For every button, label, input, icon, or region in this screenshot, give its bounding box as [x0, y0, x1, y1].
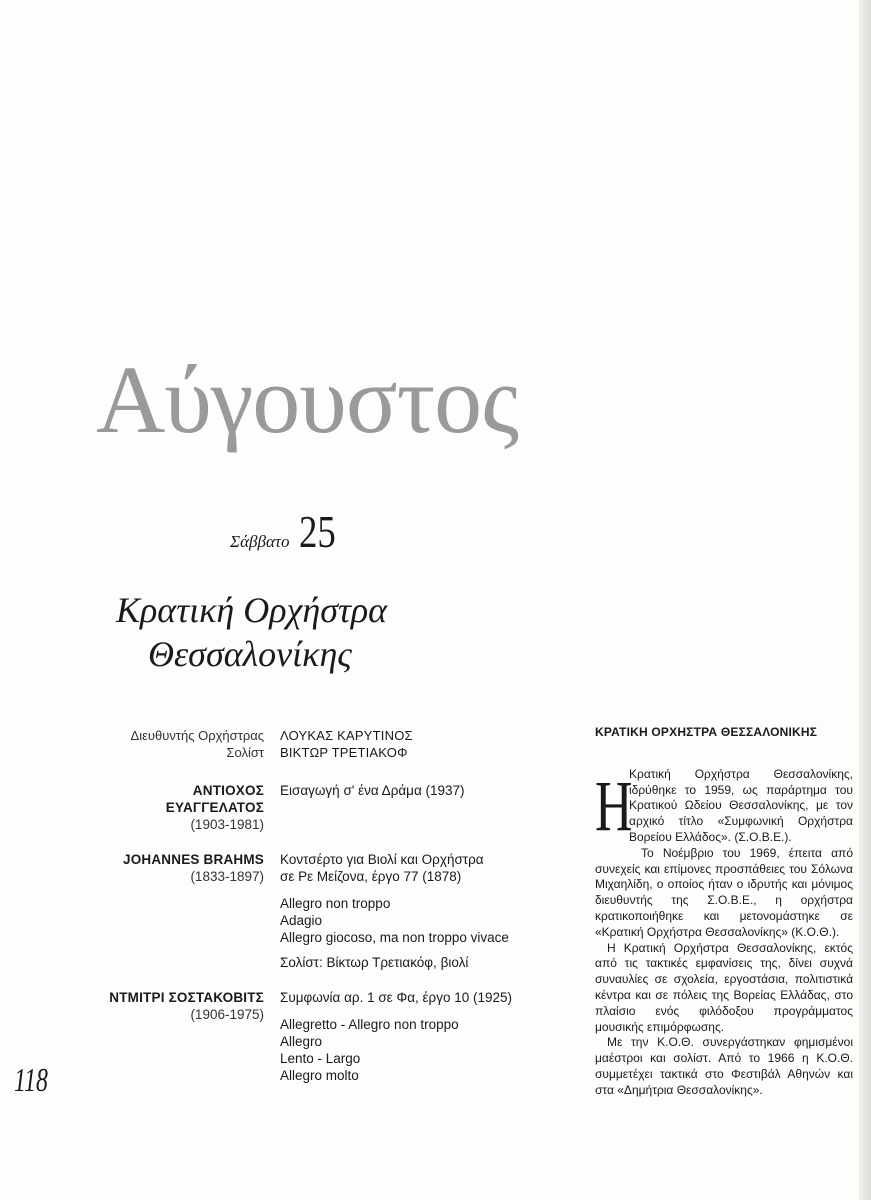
credit-row-soloist — [100, 744, 420, 761]
work-shostakovich — [100, 989, 540, 1084]
orchestra-bio-sidebar — [595, 725, 853, 1099]
work-details — [280, 782, 540, 833]
work-title-line: σε Ρε Μείζονα, έργο 77 (1878) — [280, 869, 462, 884]
orchestra-title — [116, 588, 456, 676]
movement: Allegro — [280, 1034, 323, 1049]
movement-list — [280, 1016, 540, 1084]
composer-years: (1906-1975) — [190, 1007, 264, 1022]
composer-years: (1903-1981) — [190, 817, 264, 832]
composer-name: ΑΝΤΙΟΧΟΣ ΕΥΑΓΓΕΛΑΤΟΣ — [165, 783, 264, 815]
day-name: Σάββατο — [230, 532, 290, 551]
movement: Allegro non troppo — [280, 896, 391, 911]
work-evangelatos — [100, 782, 540, 833]
movement: Lento - Largo — [280, 1051, 361, 1066]
performer-credits — [100, 727, 420, 761]
work-title-line: Συμφωνία αρ. 1 σε Φα, έργο 10 (1925) — [280, 990, 513, 1005]
credit-name: ΛΟΥΚΑΣ ΚΑΡΥΤΙΝΟΣ — [280, 728, 413, 743]
composer — [100, 989, 280, 1084]
sidebar-paragraph: Με την Κ.Ο.Θ. συνεργάστηκαν φημισμένοι μαέστροι και σολίστ. Από το 1966 η Κ.Ο.Θ. συμμετέχει τακτικά στο Φεστιβάλ Αθηνών και στα «Δημήτρια Θεσσαλονίκης». — [595, 1035, 853, 1097]
composer — [100, 851, 280, 971]
page-number: 118 — [14, 1062, 48, 1099]
drop-cap: Η — [595, 765, 633, 846]
composer-name: ΝΤΜΙΤΡΙ ΣΟΣΤΑΚΟΒΙΤΣ — [109, 990, 264, 1005]
work-title-line: Κοντσέρτο για Βιολί και Ορχήστρα — [280, 852, 484, 867]
movement-list — [280, 895, 540, 946]
orchestra-title-line-1: Κρατική Ορχήστρα — [116, 590, 388, 630]
movement: Adagio — [280, 913, 323, 928]
work-details — [280, 989, 540, 1084]
work-title — [280, 851, 540, 885]
program-works — [100, 782, 540, 1102]
credit-row-conductor — [100, 727, 420, 744]
work-brahms — [100, 851, 540, 971]
month-heading: Αύγουστος — [96, 346, 519, 453]
movement: Allegro molto — [280, 1068, 359, 1083]
movement: Allegretto - Allegro non troppo — [280, 1017, 459, 1032]
work-details — [280, 851, 540, 971]
work-title — [280, 782, 540, 799]
credit-name: ΒΙΚΤΩΡ ΤΡΕΤΙΑΚΟΦ — [280, 745, 408, 760]
sidebar-body — [595, 767, 853, 1099]
work-soloist: Σολίστ: Βίκτωρ Τρετιακόφ, βιολί — [280, 955, 469, 970]
composer-name: JOHANNES BRAHMS — [122, 852, 264, 867]
movement: Allegro giocoso, ma non troppo vivace — [280, 930, 509, 945]
work-title — [280, 989, 540, 1006]
sidebar-paragraph: Κρατική Ορχήστρα Θεσσαλονίκης, ιδρύθηκε το 1959, ως παράρτημα του Κρατικού Ωδείου Θεσσαλονίκης, με τον αρχικό τίτλο «Συμφωνική Ορχήστρα Βορείου Ελλάδος». (Σ.Ο.Β.Ε.). — [629, 766, 853, 844]
composer — [100, 782, 280, 833]
sidebar-heading: ΚΡΑΤΙΚΗ ΟΡΧΗΣΤΡΑ ΘΕΣΣΑΛΟΝΙΚΗΣ — [595, 725, 818, 739]
day-number: 25 — [299, 506, 337, 557]
sidebar-paragraph: Το Νοέμβριο του 1969, έπειτα από συνεχείς και επίμονες προσπάθειες του Σόλωνα Μιχαηλίδη, ο οποίος ήταν ο ιδρυτής και μόνιμος διευθυντής της Σ.Ο.Β.Ε., η ορχήστρα κρατικοποιήθηκε και μετονομάστηκε σε «Κρατική Ορχήστρα Θεσσαλονίκης» (Κ.Ο.Θ.). — [595, 845, 853, 939]
orchestra-title-line-2: Θεσσαλονίκης — [148, 634, 352, 674]
work-title-line: Εισαγωγή σ' ένα Δράμα (1937) — [280, 783, 465, 798]
sidebar-paragraph: Η Κρατική Ορχήστρα Θεσσαλονίκης, εκτός από τις τακτικές εμφανίσεις της, δίνει συχνά συναυλίες σε σχολεία, εργοστάσια, πολιτιστικά κέντρα και σε πόλεις της Βορείας Ελλάδας, στο πλαίσιο ενός φιλόδοξου προγράμματος μουσικής επιμόρφωσης. — [595, 940, 853, 1034]
credit-role: Σολίστ — [226, 745, 264, 760]
event-date — [230, 505, 345, 558]
credit-role: Διευθυντής Ορχήστρας — [130, 728, 264, 743]
page-edge-shadow — [859, 0, 871, 1200]
composer-years: (1833-1897) — [190, 869, 264, 884]
